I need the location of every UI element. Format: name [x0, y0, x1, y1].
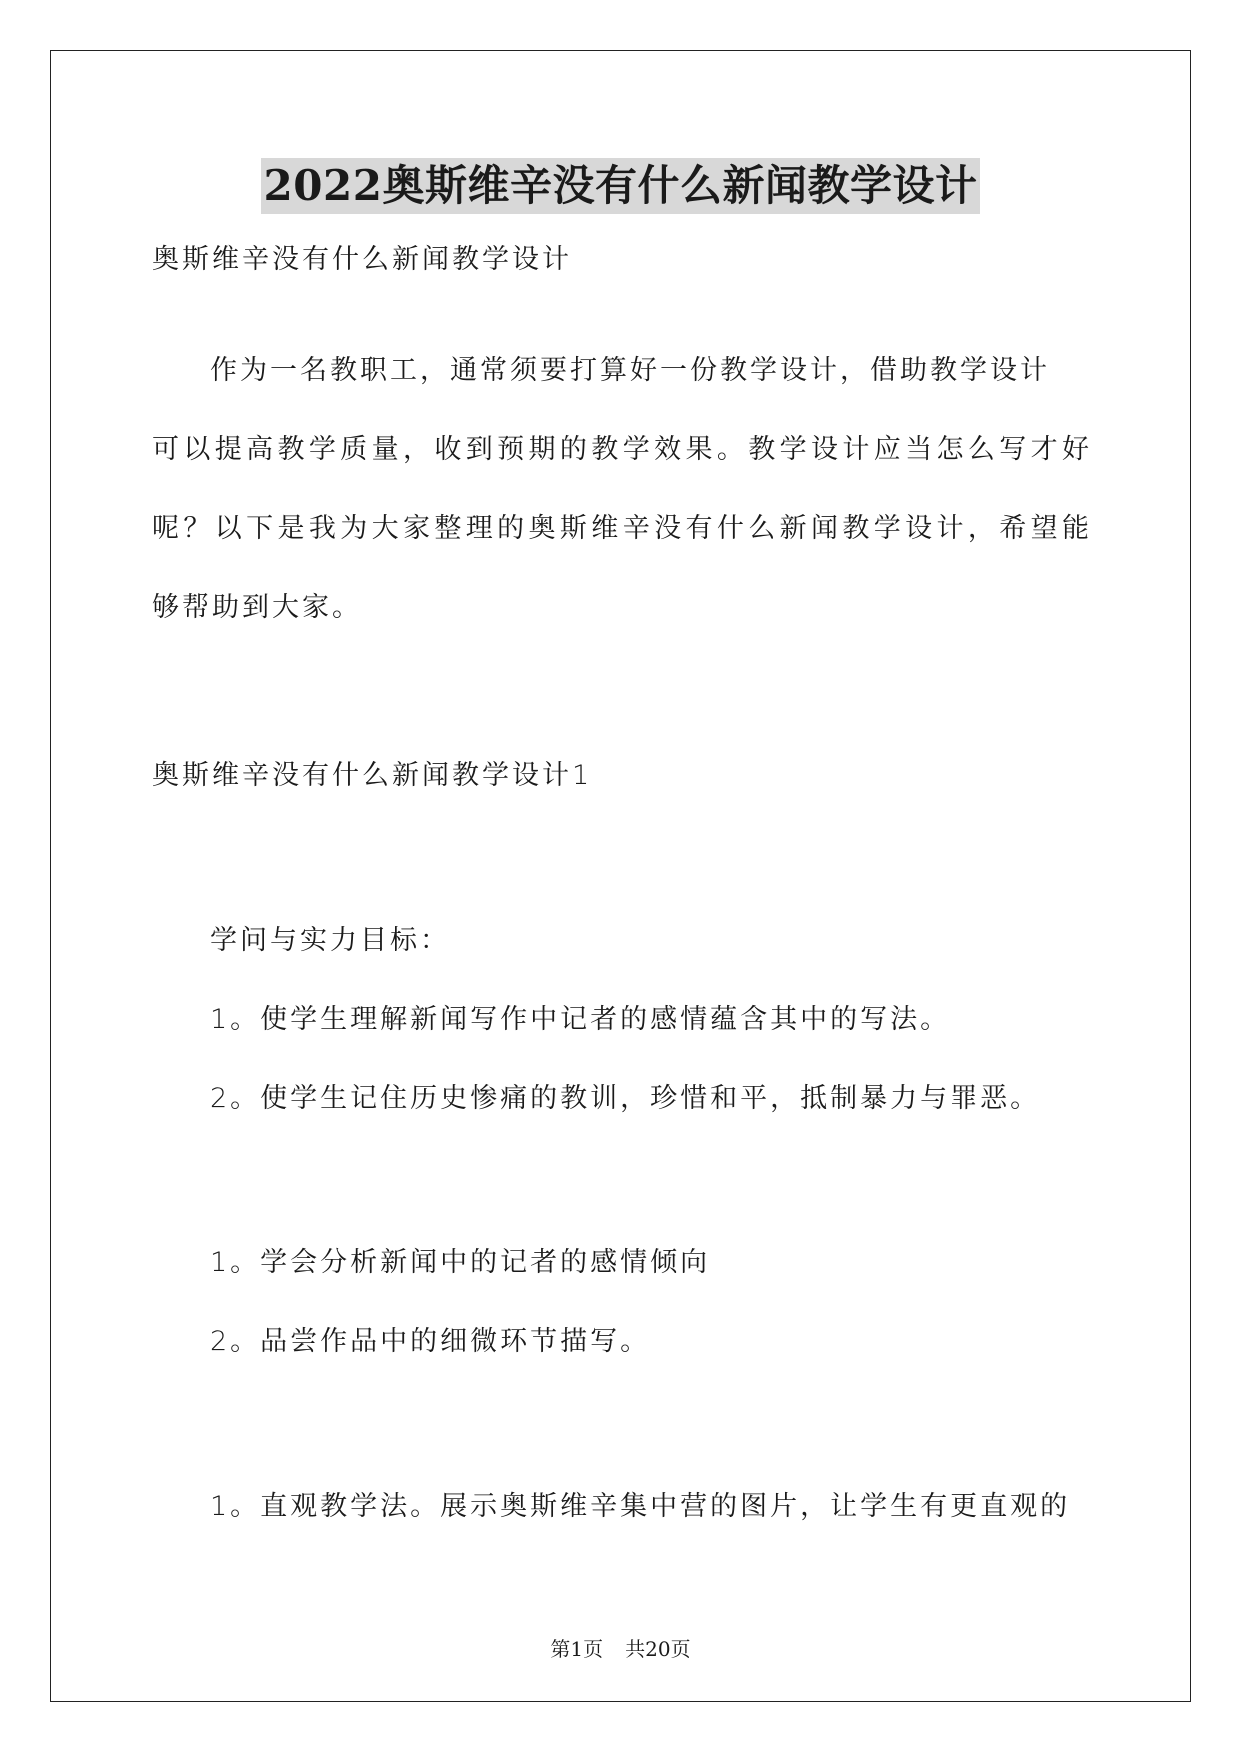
subtitle-line: 奥斯维辛没有什么新闻教学设计: [152, 244, 572, 275]
title-container: [0, 158, 1241, 214]
document-title: 2022奥斯维辛没有什么新闻教学设计: [261, 158, 981, 214]
paragraph-line: 够帮助到大家。: [152, 592, 362, 623]
list-item: 1。学会分析新闻中的记者的感情倾向: [210, 1247, 711, 1278]
page-footer: [0, 1633, 1241, 1662]
list-item: 1。使学生理解新闻写作中记者的感情蕴含其中的写法。: [210, 1004, 951, 1035]
list-item: 1。直观教学法。展示奥斯维辛集中营的图片，让学生有更直观的: [210, 1491, 1071, 1522]
paragraph-line: 呢？以下是我为大家整理的奥斯维辛没有什么新闻教学设计，希望能: [152, 513, 1092, 544]
paragraph-line: 可以提高教学质量，收到预期的教学效果。教学设计应当怎么写才好: [152, 434, 1092, 465]
list-item: 2。品尝作品中的细微环节描写。: [210, 1326, 651, 1357]
paragraph-line: 作为一名教职工，通常须要打算好一份教学设计，借助教学设计: [210, 355, 1050, 386]
page-total: 共20页: [625, 1637, 691, 1661]
page-number: 第1页: [550, 1637, 604, 1661]
page-border: [50, 50, 1191, 1702]
section-heading: 奥斯维辛没有什么新闻教学设计1: [152, 760, 593, 791]
objective-heading: 学问与实力目标：: [210, 925, 450, 956]
list-item: 2。使学生记住历史惨痛的教训，珍惜和平，抵制暴力与罪恶。: [210, 1083, 1041, 1114]
